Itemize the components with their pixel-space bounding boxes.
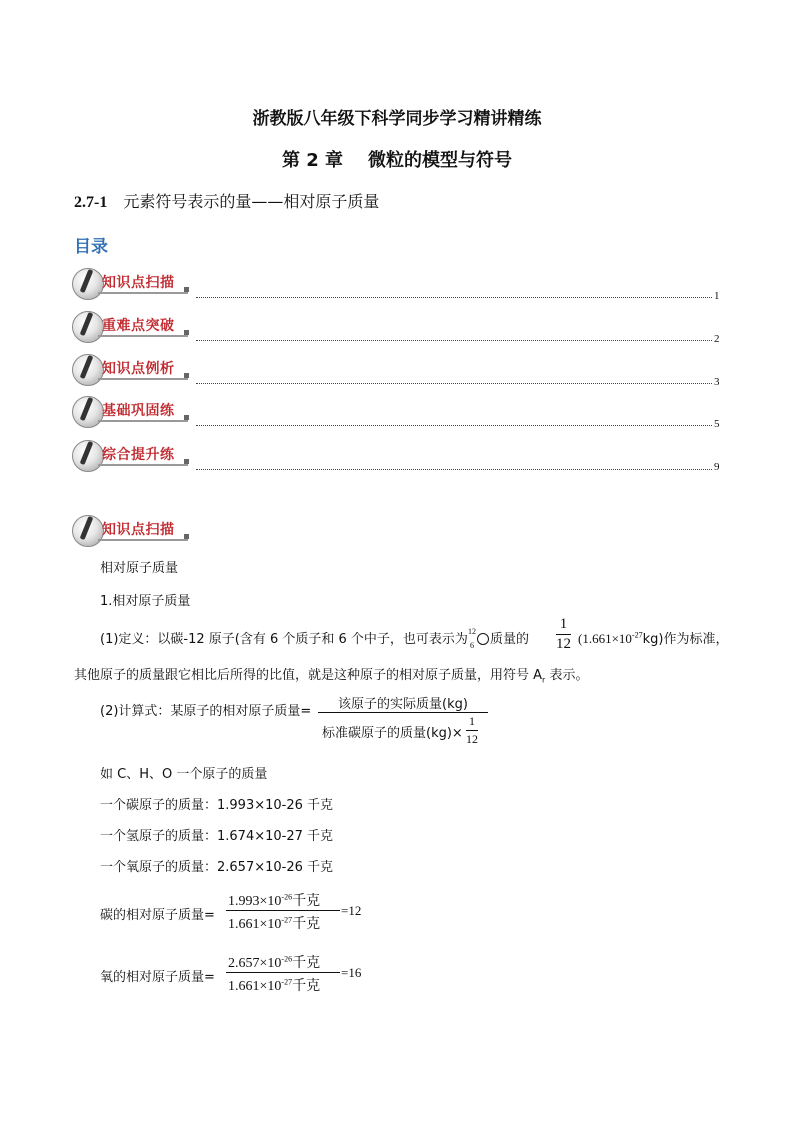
toc-item-4[interactable] (72, 396, 196, 430)
toc-leader (196, 297, 712, 298)
definition-line-2: 其他原子的质量跟它相比后所得的比值，就是这种原子的相对原子质量，用符号 $A_r$ 表示。 (74, 668, 589, 685)
section-heading (74, 189, 379, 212)
toc-page-number: 1 (714, 290, 720, 302)
formula-numerator: 该原子的实际质量(kg) (338, 697, 468, 712)
toc-page-number: 9 (714, 461, 720, 473)
toc-page-number: 3 (714, 376, 720, 388)
toc-item-label: 综合提升练 (102, 447, 175, 463)
carbon-relative-label: 碳的相对原子质量= (100, 908, 215, 923)
toc-leader (196, 340, 712, 341)
formula-bar (318, 712, 488, 713)
isotope-symbol: 12 6 (468, 633, 490, 647)
formula-label: (2)计算式：某原子的相对原子质量= (100, 704, 312, 719)
section-number: 2.7-1 (74, 194, 108, 211)
definition-line-1: (1)定义：以碳-12 原子(含有 6 个质子和 6 个中子，也可表示为 12 6 质量的 (100, 626, 529, 650)
toc-leader (196, 469, 712, 470)
toc-leader (196, 383, 712, 384)
section-badge-label: 知识点扫描 (102, 522, 175, 538)
oxygen-denominator: $1.661\times 10^{-27}$千克 (228, 977, 321, 994)
toc-heading: 目录 (74, 237, 108, 257)
formula-one-twelfth: 1 12 (466, 714, 478, 746)
section-badge (72, 515, 196, 549)
toc-item-3[interactable] (72, 354, 196, 388)
definition-standard-mass: $(1.661\times 10^{-27}kg)$作为标准， (578, 630, 729, 647)
formula-denominator: 标准碳原子的质量(kg)× (322, 726, 463, 741)
carbon-mass: 一个碳原子的质量：1.993×10-26 千克 (100, 798, 334, 813)
document-title: 浙教版八年级下科学同步学习精讲精练 (252, 109, 542, 129)
chapter-title: 第 2 章 微粒的模型与符号 (281, 150, 513, 171)
carbon-numerator: $1.993\times 10^{-26}$千克 (228, 892, 321, 909)
oxygen-relative-label: 氧的相对原子质量= (100, 970, 215, 985)
oxygen-result: =16 (341, 965, 362, 980)
toc-page-number: 5 (714, 418, 720, 430)
example-intro: 如 C、H、O 一个原子的质量 (100, 767, 268, 782)
section-title: 元素符号表示的量——相对原子质量 (123, 192, 380, 211)
toc-item-1[interactable] (72, 268, 196, 302)
topic-heading: 相对原子质量 (100, 561, 179, 576)
toc-item-5[interactable] (72, 440, 196, 474)
oxygen-fraction-bar (226, 972, 340, 973)
toc-leader (196, 425, 712, 426)
carbon-result: =12 (341, 903, 362, 918)
toc-item-label: 知识点扫描 (102, 275, 175, 291)
oxygen-numerator: $2.657\times 10^{-26}$千克 (228, 954, 321, 971)
carbon-denominator: $1.661\times 10^{-27}$千克 (228, 915, 321, 932)
point-heading: 1.相对原子质量 (100, 594, 191, 609)
toc-item-label: 知识点例析 (102, 361, 175, 377)
toc-page-number: 2 (714, 333, 720, 345)
oxygen-mass: 一个氧原子的质量：2.657×10-26 千克 (100, 860, 334, 875)
fraction-one-twelfth: 1 12 (556, 616, 571, 652)
toc-item-label: 基础巩固练 (102, 403, 175, 419)
hydrogen-mass: 一个氢原子的质量：1.674×10-27 千克 (100, 829, 334, 844)
toc-item-label: 重难点突破 (102, 318, 175, 334)
toc-item-2[interactable] (72, 311, 196, 345)
carbon-fraction-bar (226, 910, 340, 911)
